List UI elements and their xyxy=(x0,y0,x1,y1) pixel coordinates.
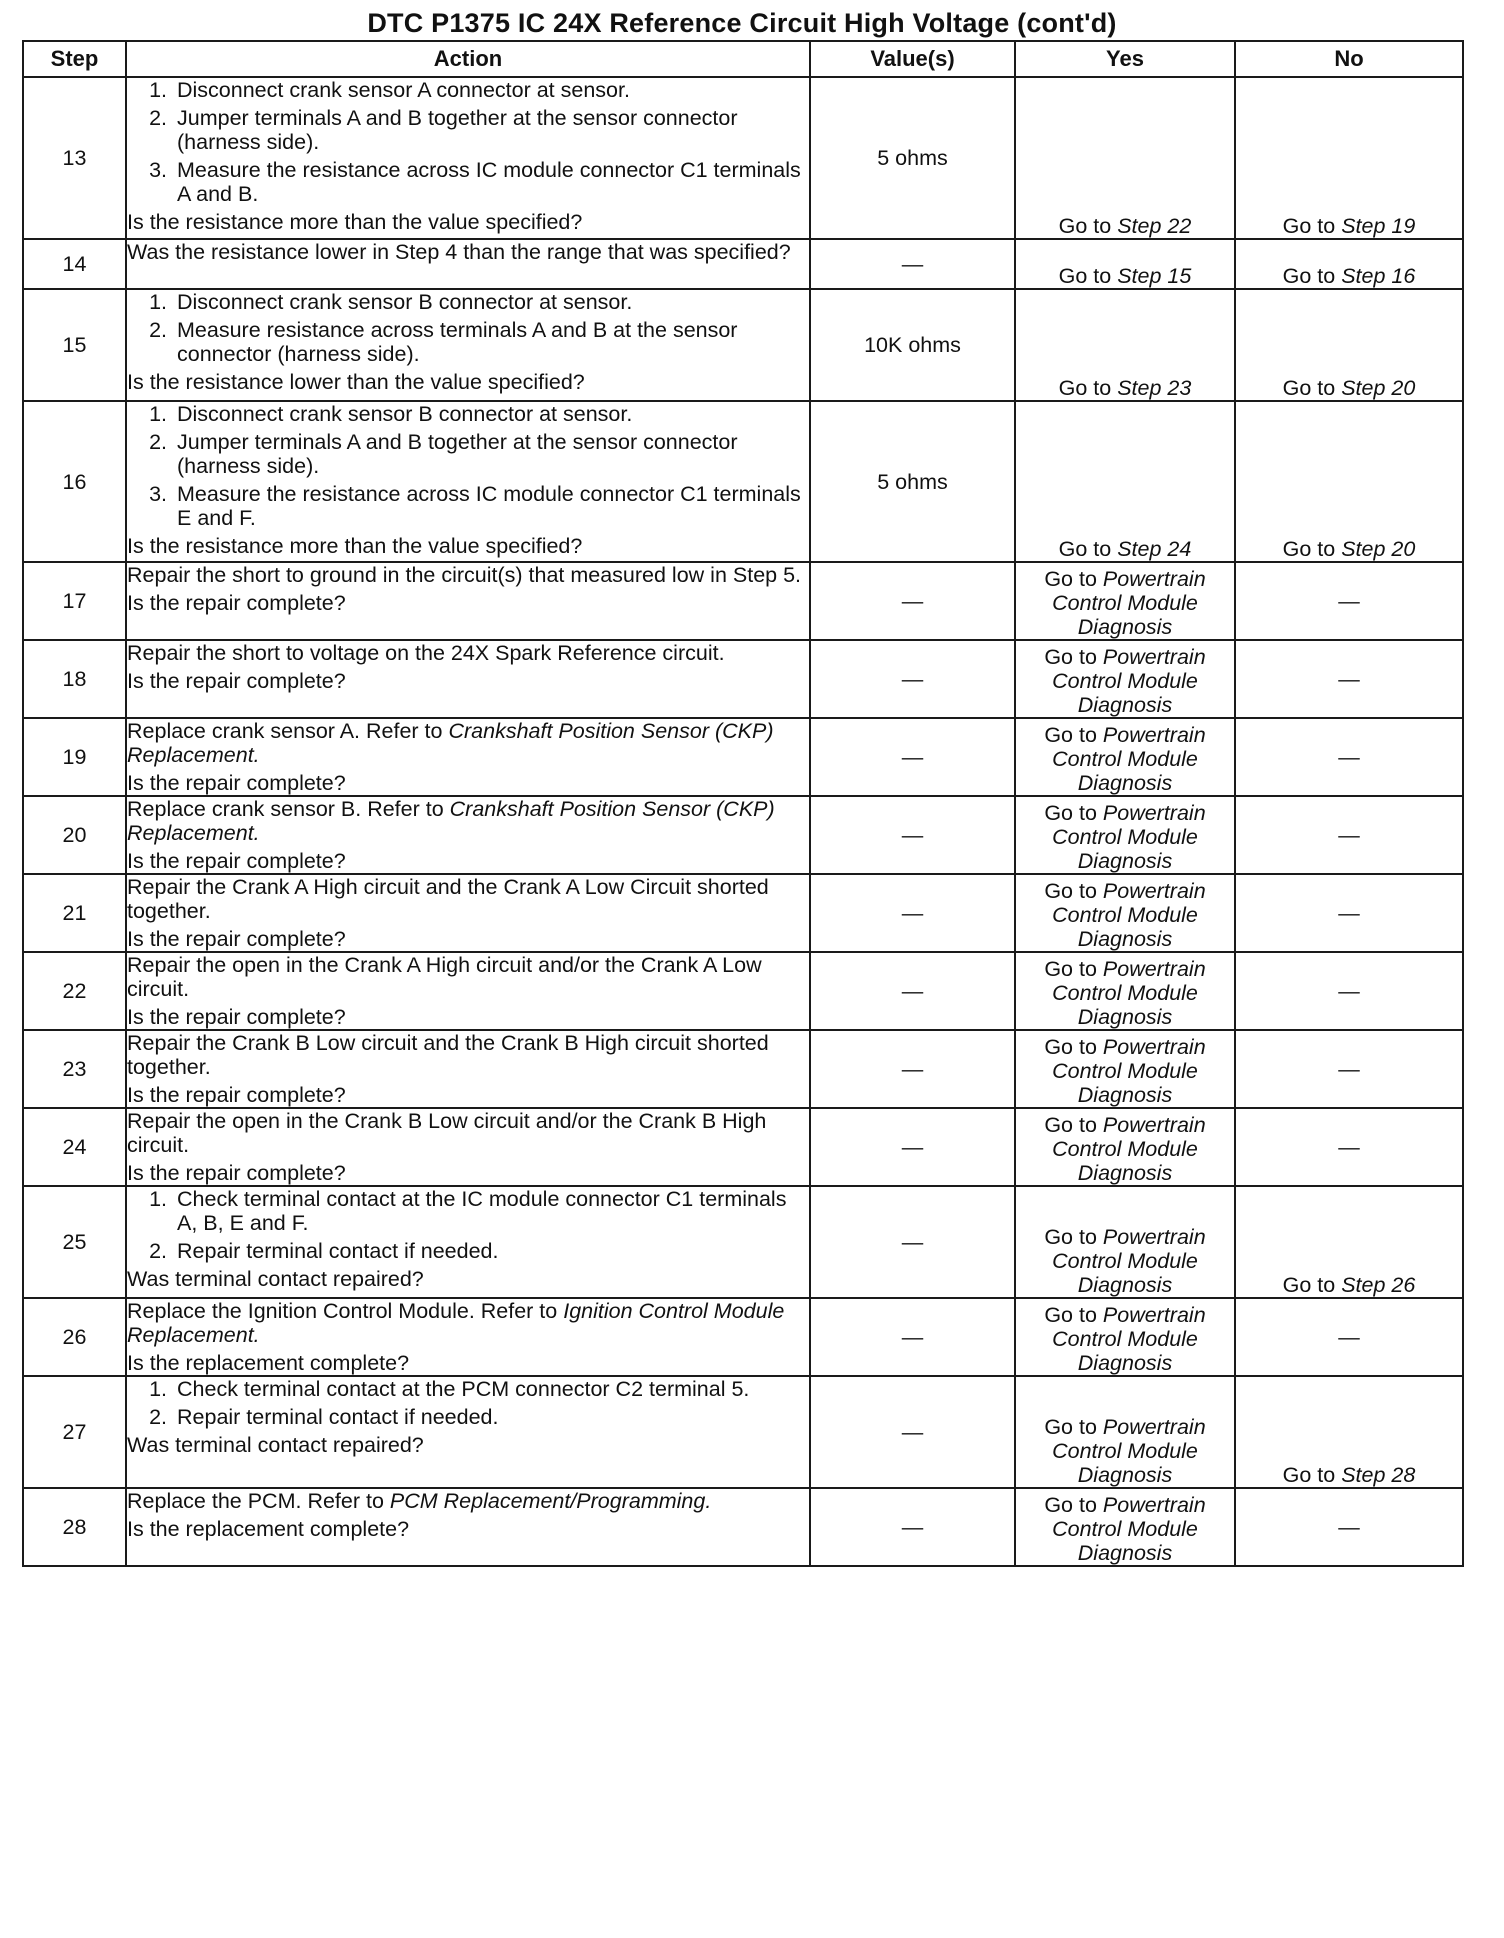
no-dash: — xyxy=(1338,1057,1360,1081)
yes-ref-line2: Control Module xyxy=(1052,825,1198,849)
step-number: 28 xyxy=(23,1488,126,1566)
table-row xyxy=(23,239,1463,289)
action-question: Is the repair complete? xyxy=(127,1083,346,1107)
yes-cell xyxy=(1015,289,1235,401)
no-step-ref: Step 28 xyxy=(1341,1463,1416,1487)
yes-prefix: Go to xyxy=(1044,801,1103,825)
yes-cell xyxy=(1015,640,1235,718)
yes-ref-line2: Control Module xyxy=(1052,1249,1198,1273)
yes-ref-line3: Diagnosis xyxy=(1077,1083,1173,1107)
yes-cell xyxy=(1015,401,1235,562)
no-link[interactable] xyxy=(1236,1273,1462,1297)
value-cell: 5 ohms xyxy=(810,77,1015,239)
yes-ref-line2: Control Module xyxy=(1052,1517,1198,1541)
action-step-item: 2. Jumper terminals A and B together at the sensor connector (harness side). xyxy=(173,430,809,478)
yes-link[interactable] xyxy=(1016,879,1234,951)
table-row xyxy=(23,401,1463,562)
yes-prefix: Go to xyxy=(1044,1035,1103,1059)
yes-link[interactable] xyxy=(1016,957,1234,1029)
step-number: 13 xyxy=(23,77,126,239)
yes-link[interactable] xyxy=(1016,537,1234,561)
table-row xyxy=(23,1376,1463,1488)
value-cell: — xyxy=(810,1186,1015,1298)
yes-ref-line1: Powertrain xyxy=(1102,1035,1206,1059)
step-number: 15 xyxy=(23,289,126,401)
no-link[interactable] xyxy=(1236,1463,1462,1487)
yes-ref-line1: Powertrain xyxy=(1102,1303,1206,1327)
no-cell xyxy=(1235,289,1463,401)
action-steps-list xyxy=(127,1187,809,1263)
no-prefix: Go to xyxy=(1282,1273,1342,1297)
yes-ref-line2: Control Module xyxy=(1052,1059,1198,1083)
action-steps-list xyxy=(127,78,809,206)
action-text: Repair the Crank B Low circuit and the Crank B High circuit shorted together. xyxy=(127,1031,769,1079)
no-prefix: Go to xyxy=(1282,214,1342,238)
yes-link[interactable] xyxy=(1016,1415,1234,1487)
step-number: 16 xyxy=(23,401,126,562)
no-dash: — xyxy=(1338,979,1360,1003)
action-cell xyxy=(126,1186,810,1298)
yes-cell xyxy=(1015,1030,1235,1108)
yes-cell xyxy=(1015,1376,1235,1488)
yes-prefix: Go to xyxy=(1044,1113,1103,1137)
table-row xyxy=(23,1186,1463,1298)
no-link[interactable] xyxy=(1236,264,1462,288)
yes-ref-line3: Diagnosis xyxy=(1077,1273,1173,1297)
step-number: 26 xyxy=(23,1298,126,1376)
action-reference: Crankshaft Position Sensor (CKP) Replacement. xyxy=(127,719,774,767)
value-cell: — xyxy=(810,1376,1015,1488)
step-number: 19 xyxy=(23,718,126,796)
yes-ref-line3: Diagnosis xyxy=(1077,1541,1173,1565)
no-link[interactable] xyxy=(1236,376,1462,400)
action-step-item: 3. Measure the resistance across IC module connector C1 terminals A and B. xyxy=(173,158,809,206)
action-steps-list xyxy=(127,290,809,366)
action-question: Is the repair complete? xyxy=(127,849,346,873)
yes-prefix: Go to xyxy=(1044,1303,1103,1327)
action-cell xyxy=(126,640,810,718)
step-number: 17 xyxy=(23,562,126,640)
yes-ref-line3: Diagnosis xyxy=(1077,1005,1173,1029)
action-cell xyxy=(126,718,810,796)
yes-ref-line1: Powertrain xyxy=(1102,801,1206,825)
yes-cell xyxy=(1015,77,1235,239)
yes-ref-line1: Powertrain xyxy=(1102,567,1206,591)
yes-cell xyxy=(1015,718,1235,796)
no-cell xyxy=(1235,952,1463,1030)
yes-step-ref: Step 23 xyxy=(1117,376,1192,400)
action-text-prefix: Replace the PCM. Refer to xyxy=(127,1489,390,1513)
step-number: 14 xyxy=(23,239,126,289)
yes-ref-line3: Diagnosis xyxy=(1077,1463,1173,1487)
yes-cell xyxy=(1015,1186,1235,1298)
yes-ref-line1: Powertrain xyxy=(1102,1113,1206,1137)
no-cell xyxy=(1235,401,1463,562)
no-prefix: Go to xyxy=(1282,537,1342,561)
yes-link[interactable] xyxy=(1016,801,1234,873)
yes-ref-line1: Powertrain xyxy=(1102,645,1206,669)
action-reference: Crankshaft Position Sensor (CKP) Replacement. xyxy=(127,797,775,845)
action-cell xyxy=(126,952,810,1030)
yes-ref-line2: Control Module xyxy=(1052,903,1198,927)
action-question: Is the repair complete? xyxy=(127,1161,346,1185)
table-row xyxy=(23,796,1463,874)
action-question: Is the replacement complete? xyxy=(127,1517,410,1541)
action-cell xyxy=(126,401,810,562)
yes-link[interactable] xyxy=(1016,1493,1234,1565)
value-cell: 5 ohms xyxy=(810,401,1015,562)
yes-link[interactable] xyxy=(1016,1303,1234,1375)
yes-link[interactable] xyxy=(1016,376,1234,400)
action-cell xyxy=(126,1298,810,1376)
action-question: Is the repair complete? xyxy=(127,591,346,615)
value-cell: — xyxy=(810,1108,1015,1186)
no-step-ref: Step 26 xyxy=(1341,1273,1416,1297)
no-step-ref: Step 20 xyxy=(1341,537,1416,561)
no-dash: — xyxy=(1338,901,1360,925)
yes-prefix: Go to xyxy=(1058,376,1118,400)
header-action: Action xyxy=(126,41,810,77)
yes-prefix: Go to xyxy=(1044,1415,1103,1439)
no-cell xyxy=(1235,1376,1463,1488)
value-cell: — xyxy=(810,1298,1015,1376)
action-text xyxy=(127,797,809,845)
action-text: Repair the Crank A High circuit and the Crank A Low Circuit shorted together. xyxy=(127,875,769,923)
action-question: Is the resistance more than the value specified? xyxy=(127,534,583,558)
no-cell xyxy=(1235,1186,1463,1298)
no-dash: — xyxy=(1338,1325,1360,1349)
yes-link[interactable] xyxy=(1016,645,1234,717)
yes-prefix: Go to xyxy=(1044,1493,1103,1517)
action-step-item: 1. Disconnect crank sensor B connector at sensor. xyxy=(173,402,809,426)
yes-ref-line1: Powertrain xyxy=(1102,957,1206,981)
table-row xyxy=(23,640,1463,718)
yes-ref-line1: Powertrain xyxy=(1102,879,1206,903)
yes-ref-line3: Diagnosis xyxy=(1077,1351,1173,1375)
no-prefix: Go to xyxy=(1282,376,1342,400)
table-body xyxy=(23,77,1463,1566)
action-cell xyxy=(126,796,810,874)
no-dash: — xyxy=(1338,1515,1360,1539)
yes-ref-line3: Diagnosis xyxy=(1077,771,1173,795)
yes-ref-line2: Control Module xyxy=(1052,1327,1198,1351)
yes-cell xyxy=(1015,562,1235,640)
action-text: Was the resistance lower in Step 4 than the range that was specified? xyxy=(127,240,791,264)
action-cell xyxy=(126,874,810,952)
step-number: 27 xyxy=(23,1376,126,1488)
table-row xyxy=(23,952,1463,1030)
no-cell xyxy=(1235,1030,1463,1108)
yes-prefix: Go to xyxy=(1044,1225,1103,1249)
action-question: Is the resistance more than the value specified? xyxy=(127,210,583,234)
yes-ref-line1: Powertrain xyxy=(1102,1493,1206,1517)
yes-prefix: Go to xyxy=(1044,645,1103,669)
yes-link[interactable] xyxy=(1016,1113,1234,1185)
yes-ref-line1: Powertrain xyxy=(1102,1225,1206,1249)
action-reference: PCM Replacement/Programming. xyxy=(389,1489,712,1513)
step-number: 25 xyxy=(23,1186,126,1298)
yes-prefix: Go to xyxy=(1058,264,1118,288)
yes-ref-line2: Control Module xyxy=(1052,1439,1198,1463)
no-dash: — xyxy=(1338,745,1360,769)
header-yes: Yes xyxy=(1015,41,1235,77)
no-dash: — xyxy=(1338,589,1360,613)
value-cell: — xyxy=(810,640,1015,718)
yes-ref-line3: Diagnosis xyxy=(1077,615,1173,639)
no-cell xyxy=(1235,640,1463,718)
action-steps-list xyxy=(127,402,809,530)
yes-prefix: Go to xyxy=(1044,723,1103,747)
action-question: Was terminal contact repaired? xyxy=(127,1267,424,1291)
action-cell xyxy=(126,239,810,289)
no-step-ref: Step 19 xyxy=(1341,214,1416,238)
table-row xyxy=(23,289,1463,401)
yes-ref-line2: Control Module xyxy=(1052,591,1198,615)
action-step-item: 1. Check terminal contact at the IC module connector C1 terminals A, B, E and F. xyxy=(173,1187,809,1235)
table-row xyxy=(23,562,1463,640)
yes-cell xyxy=(1015,952,1235,1030)
action-cell xyxy=(126,1030,810,1108)
yes-cell xyxy=(1015,1488,1235,1566)
value-cell: — xyxy=(810,1030,1015,1108)
value-cell: — xyxy=(810,239,1015,289)
yes-cell xyxy=(1015,796,1235,874)
step-number: 22 xyxy=(23,952,126,1030)
no-cell xyxy=(1235,1108,1463,1186)
table-row xyxy=(23,77,1463,239)
yes-prefix: Go to xyxy=(1058,214,1118,238)
table-header-row xyxy=(23,41,1463,77)
no-dash: — xyxy=(1338,1135,1360,1159)
action-step-item: 1. Check terminal contact at the PCM connector C2 terminal 5. xyxy=(173,1377,809,1401)
action-cell xyxy=(126,562,810,640)
action-cell xyxy=(126,1108,810,1186)
action-step-item: 1. Disconnect crank sensor B connector at sensor. xyxy=(173,290,809,314)
step-number: 20 xyxy=(23,796,126,874)
action-step-item: 2. Measure resistance across terminals A and B at the sensor connector (harness side). xyxy=(173,318,809,366)
yes-ref-line3: Diagnosis xyxy=(1077,1161,1173,1185)
action-step-item: 2. Repair terminal contact if needed. xyxy=(173,1239,809,1263)
action-steps-list xyxy=(127,1377,809,1429)
yes-cell xyxy=(1015,1108,1235,1186)
no-link[interactable] xyxy=(1236,537,1462,561)
no-cell xyxy=(1235,77,1463,239)
action-question: Is the repair complete? xyxy=(127,927,346,951)
step-number: 21 xyxy=(23,874,126,952)
yes-link[interactable] xyxy=(1016,1225,1234,1297)
step-number: 23 xyxy=(23,1030,126,1108)
action-text: Repair the open in the Crank A High circuit and/or the Crank A Low circuit. xyxy=(127,953,762,1001)
action-step-item: 2. Repair terminal contact if needed. xyxy=(173,1405,809,1429)
yes-cell xyxy=(1015,239,1235,289)
yes-step-ref: Step 22 xyxy=(1117,214,1192,238)
table-row xyxy=(23,874,1463,952)
yes-ref-line1: Powertrain xyxy=(1102,723,1206,747)
action-question: Is the repair complete? xyxy=(127,1005,346,1029)
yes-link[interactable] xyxy=(1016,567,1234,639)
table-row xyxy=(23,1108,1463,1186)
action-text-prefix: Replace crank sensor B. Refer to xyxy=(127,797,450,821)
yes-prefix: Go to xyxy=(1058,537,1118,561)
table-row xyxy=(23,1298,1463,1376)
step-number: 24 xyxy=(23,1108,126,1186)
step-number: 18 xyxy=(23,640,126,718)
action-step-item: 3. Measure the resistance across IC module connector C1 terminals E and F. xyxy=(173,482,809,530)
yes-ref-line3: Diagnosis xyxy=(1077,927,1173,951)
document-page xyxy=(22,6,1462,1567)
no-cell xyxy=(1235,874,1463,952)
yes-ref-line2: Control Module xyxy=(1052,747,1198,771)
action-text xyxy=(127,719,809,767)
action-cell xyxy=(126,1376,810,1488)
value-cell: — xyxy=(810,796,1015,874)
value-cell: — xyxy=(810,718,1015,796)
header-no: No xyxy=(1235,41,1463,77)
action-question: Is the repair complete? xyxy=(127,669,346,693)
header-step: Step xyxy=(23,41,126,77)
yes-ref-line2: Control Module xyxy=(1052,669,1198,693)
yes-link[interactable] xyxy=(1016,214,1234,238)
action-question: Is the resistance lower than the value specified? xyxy=(127,370,585,394)
yes-ref-line3: Diagnosis xyxy=(1077,693,1173,717)
no-dash: — xyxy=(1338,823,1360,847)
no-prefix: Go to xyxy=(1282,1463,1342,1487)
yes-cell xyxy=(1015,874,1235,952)
no-step-ref: Step 20 xyxy=(1341,376,1416,400)
diagnostic-table xyxy=(22,40,1464,1567)
action-text: Repair the short to ground in the circuit(s) that measured low in Step 5. xyxy=(127,563,802,587)
yes-ref-line1: Powertrain xyxy=(1102,1415,1206,1439)
yes-ref-line2: Control Module xyxy=(1052,981,1198,1005)
table-row xyxy=(23,718,1463,796)
action-step-item: 1. Disconnect crank sensor A connector at sensor. xyxy=(173,78,809,102)
yes-ref-line3: Diagnosis xyxy=(1077,849,1173,873)
action-cell xyxy=(126,289,810,401)
yes-link[interactable] xyxy=(1016,723,1234,795)
value-cell: 10K ohms xyxy=(810,289,1015,401)
header-values: Value(s) xyxy=(810,41,1015,77)
no-cell xyxy=(1235,1298,1463,1376)
yes-link[interactable] xyxy=(1016,264,1234,288)
action-cell xyxy=(126,77,810,239)
action-text xyxy=(127,1299,809,1347)
value-cell: — xyxy=(810,874,1015,952)
no-link[interactable] xyxy=(1236,214,1462,238)
action-reference: Ignition Control Module Replacement. xyxy=(127,1299,785,1347)
no-cell xyxy=(1235,718,1463,796)
yes-step-ref: Step 24 xyxy=(1117,537,1192,561)
yes-cell xyxy=(1015,1298,1235,1376)
yes-prefix: Go to xyxy=(1044,957,1103,981)
action-text: Repair the open in the Crank B Low circuit and/or the Crank B High circuit. xyxy=(127,1109,767,1157)
yes-link[interactable] xyxy=(1016,1035,1234,1107)
yes-ref-line2: Control Module xyxy=(1052,1137,1198,1161)
action-question: Is the replacement complete? xyxy=(127,1351,410,1375)
no-prefix: Go to xyxy=(1282,264,1342,288)
table-row xyxy=(23,1030,1463,1108)
action-text-prefix: Replace crank sensor A. Refer to xyxy=(127,719,449,743)
value-cell: — xyxy=(810,1488,1015,1566)
no-cell xyxy=(1235,1488,1463,1566)
action-step-item: 2. Jumper terminals A and B together at the sensor connector (harness side). xyxy=(173,106,809,154)
action-cell xyxy=(126,1488,810,1566)
action-text: Repair the short to voltage on the 24X Spark Reference circuit. xyxy=(127,641,725,665)
yes-prefix: Go to xyxy=(1044,567,1103,591)
action-question: Was terminal contact repaired? xyxy=(127,1433,424,1457)
value-cell: — xyxy=(810,562,1015,640)
page-title: DTC P1375 IC 24X Reference Circuit High Voltage (cont'd) xyxy=(367,8,1117,38)
action-text xyxy=(127,1489,809,1513)
action-text-prefix: Replace the Ignition Control Module. Refer to xyxy=(127,1299,564,1323)
no-dash: — xyxy=(1338,667,1360,691)
no-cell xyxy=(1235,239,1463,289)
value-cell: — xyxy=(810,952,1015,1030)
no-step-ref: Step 16 xyxy=(1341,264,1416,288)
no-cell xyxy=(1235,562,1463,640)
yes-prefix: Go to xyxy=(1044,879,1103,903)
table-row xyxy=(23,1488,1463,1566)
yes-step-ref: Step 15 xyxy=(1117,264,1192,288)
action-question: Is the repair complete? xyxy=(127,771,346,795)
no-cell xyxy=(1235,796,1463,874)
